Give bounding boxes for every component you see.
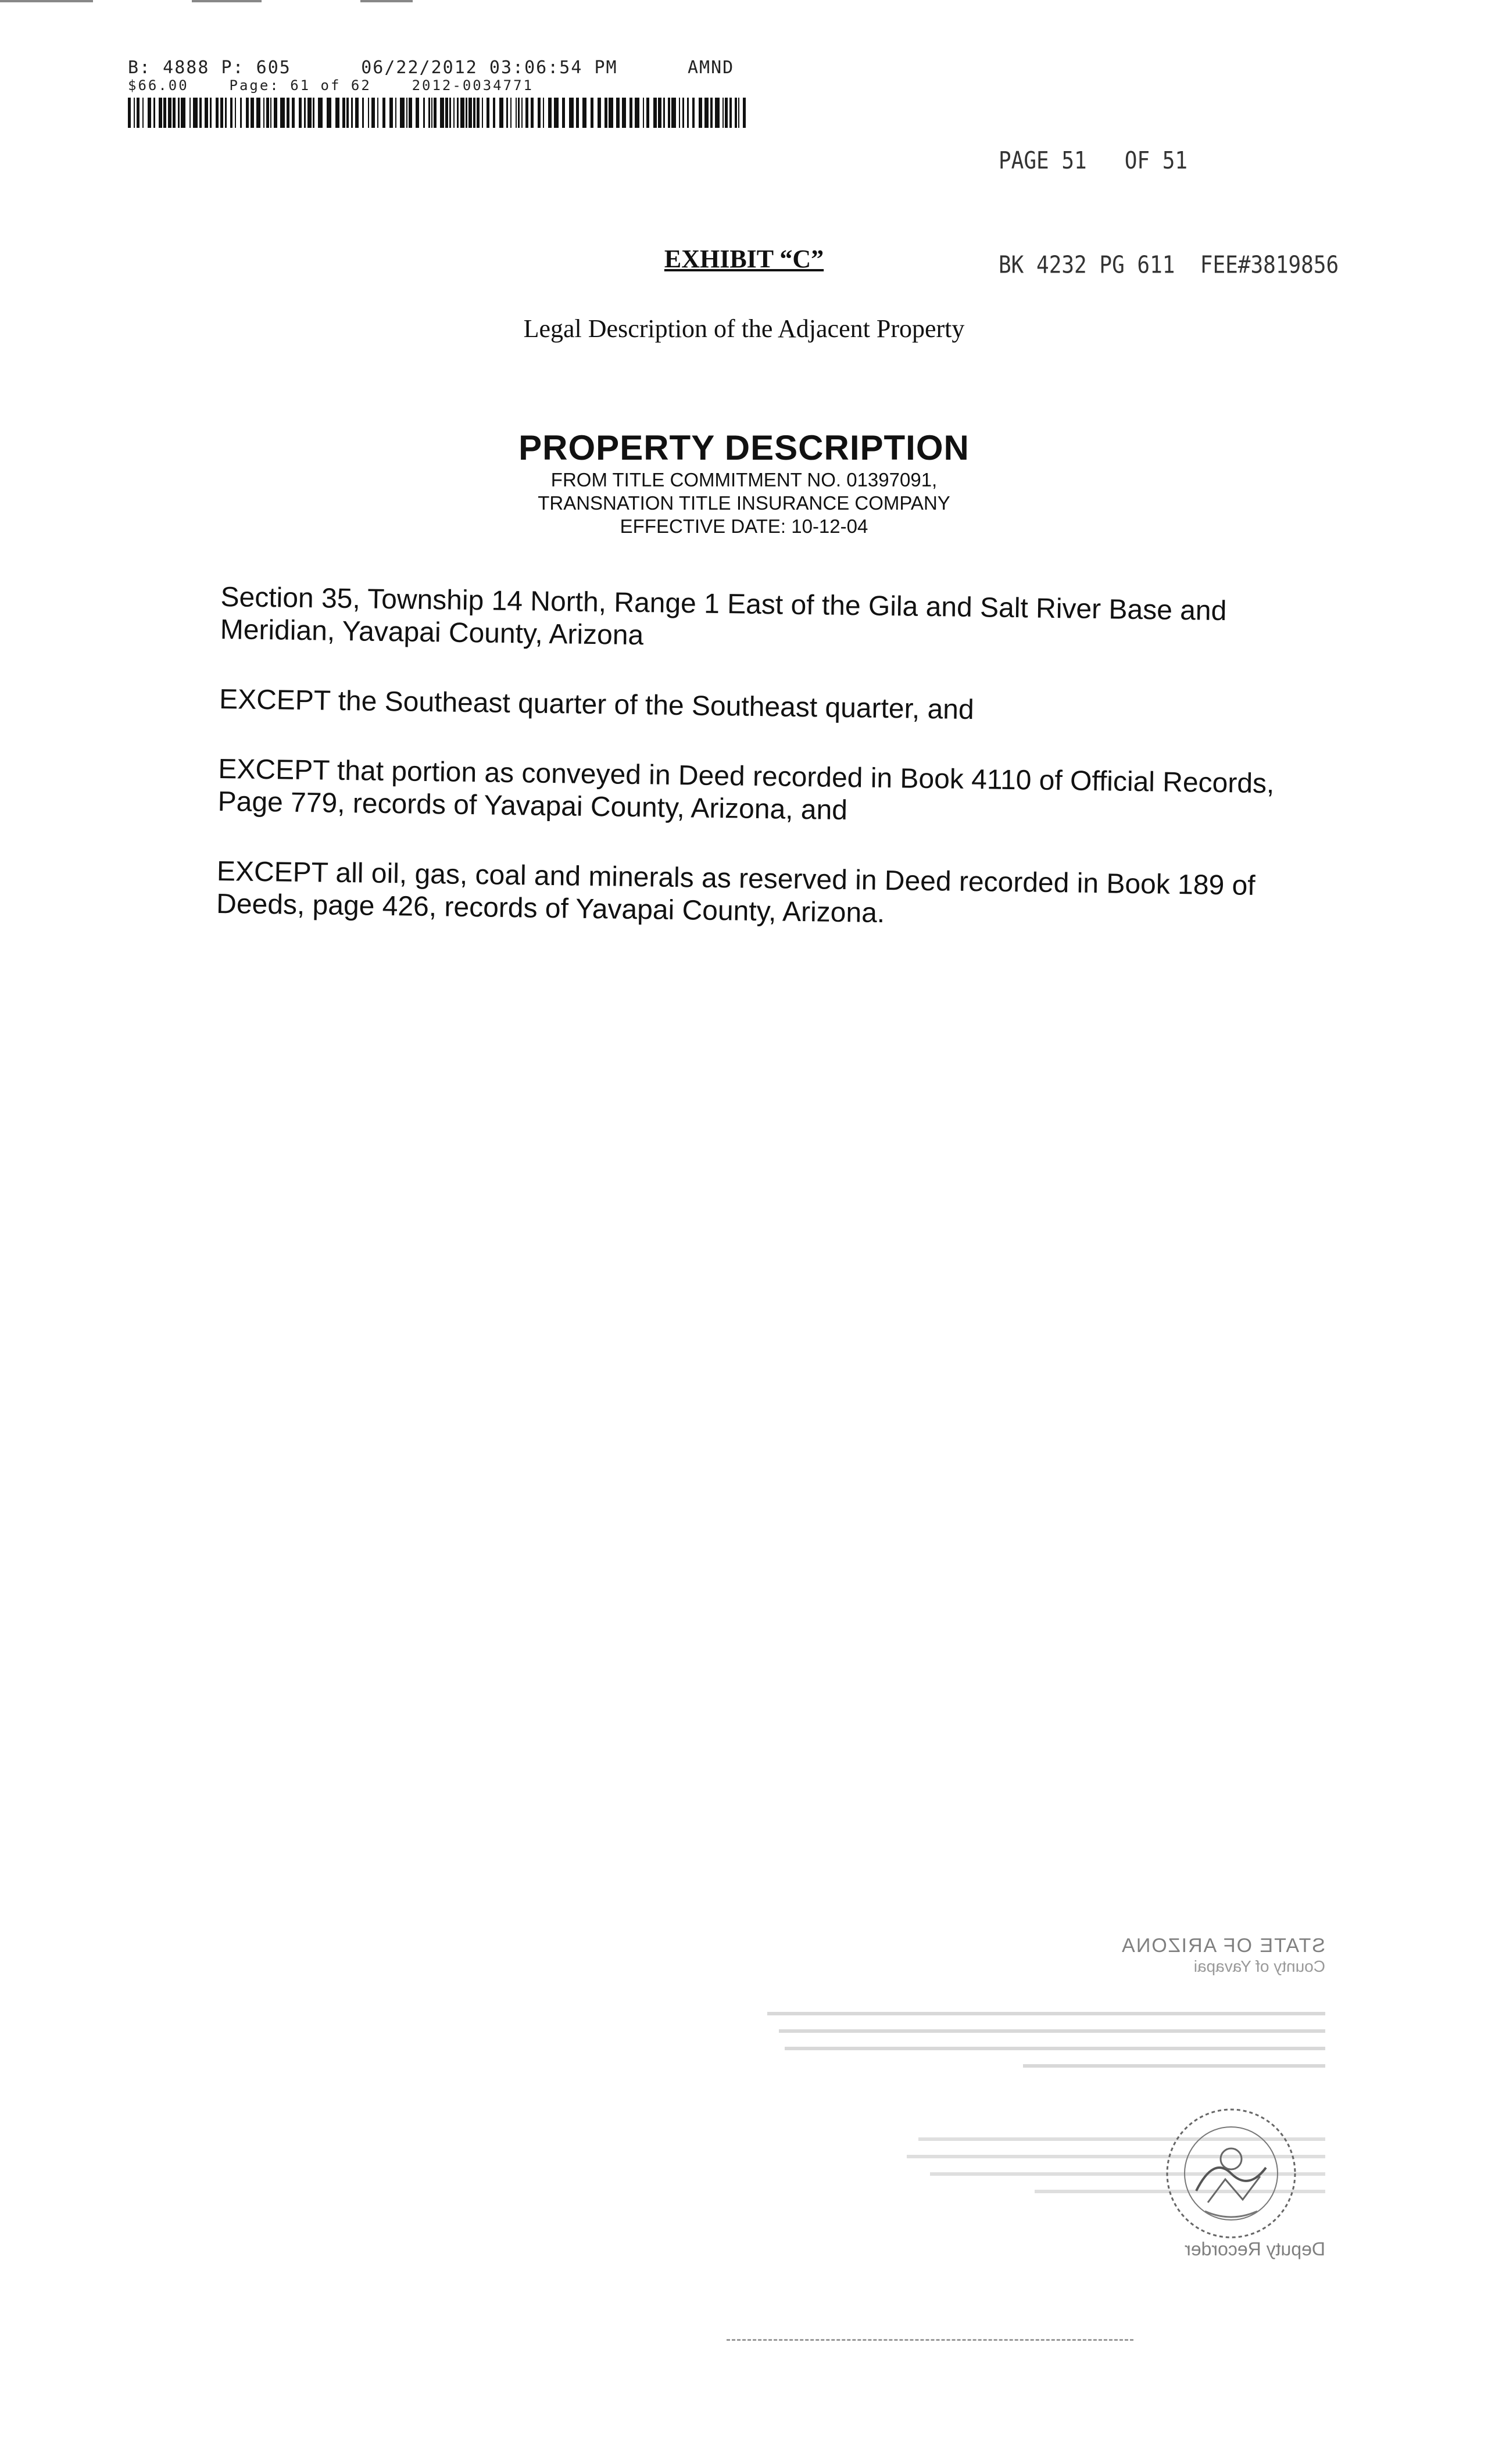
barcode-bar [525,98,528,128]
property-description-title: PROPERTY DESCRIPTION [518,428,970,467]
barcode-bar [246,98,249,128]
barcode-bar [738,98,739,128]
barcode-bar [653,98,657,128]
barcode-bar [518,98,520,128]
legal-paragraph: EXCEPT the Southeast quarter of the Southeast quarter, and [219,683,975,726]
barcode-bar [395,98,396,128]
barcode-bar [591,98,593,128]
barcode-bar [292,98,295,128]
barcode-bar [643,98,644,128]
barcode-bar [346,98,349,128]
barcode-bar [468,98,472,128]
legal-paragraph: EXCEPT all oil, gas, coal and minerals as reserved in Deed recorded in Book 189 of Deeds, page 426, records of Yavapai County, Arizona. [216,855,1256,929]
barcode-bar [449,98,451,128]
barcode-bar [699,98,702,128]
barcode-bar [445,98,448,128]
insurer-line: TRANSNATION TITLE INSURANCE COMPANY [538,492,950,514]
barcode-bar [134,98,135,128]
barcode-bar [569,98,574,128]
barcode-bar [382,98,385,128]
barcode-bar [299,98,302,128]
barcode-bar [704,98,709,128]
barcode-bar [163,98,166,128]
barcode-bar [521,98,523,128]
barcode-bar [434,98,437,128]
barcode-bar [646,98,649,128]
legal-description-body [216,581,1290,973]
barcode-bar [735,98,737,128]
barcode-bar [205,98,208,128]
barcode-bar [274,98,277,128]
barcode-bar [263,98,264,128]
barcode [128,98,750,128]
barcode-bar [629,98,632,128]
barcode-bar [406,98,407,128]
barcode-bar [142,98,144,128]
barcode-bar [423,98,425,128]
barcode-bar [668,98,670,128]
barcode-bar [722,98,724,128]
signature-label: Deputy Recorder [1185,2239,1325,2259]
barcode-bar [692,98,695,128]
barcode-bar [168,98,171,128]
barcode-bar [743,98,746,128]
barcode-bar [210,98,212,128]
barcode-bar [658,98,661,128]
barcode-bar [582,98,586,128]
barcode-bar [687,98,689,128]
barcode-bar [251,98,254,128]
barcode-bar [193,98,198,128]
barcode-bar [287,98,289,128]
barcode-bar [409,98,412,128]
scan-edge-rule [0,0,93,2]
barcode-bar [440,98,444,128]
recording-info-line: B: 4888 P: 605 06/22/2012 03:06:54 PM AMND [128,58,735,78]
exhibit-title: EXHIBIT “C” [664,245,824,273]
barcode-bar [235,98,236,128]
barcode-bar [428,98,430,128]
barcode-bar [510,98,512,128]
barcode-bar [153,98,155,128]
book-page-stamp [999,74,1339,352]
barcode-bar [554,98,559,128]
barcode-bar [304,98,306,128]
barcode-bar [128,98,131,128]
barcode-bar [543,98,544,128]
barcode-bar [327,98,331,128]
barcode-bar [506,98,508,128]
page-count-line: PAGE 51 OF 51 [999,147,1188,175]
barcode-bar [377,98,378,128]
barcode-bar [548,98,552,128]
barcode-bar [616,98,620,128]
barcode-bar [189,98,191,128]
barcode-bar [400,98,405,128]
barcode-bar [368,98,369,128]
barcode-bar [199,98,202,128]
barcode-bar [389,98,393,128]
barcode-bar [178,98,180,128]
barcode-bar [216,98,219,128]
barcode-bar [538,98,541,128]
barcode-bar [256,98,260,128]
barcode-bar [562,98,565,128]
scan-edge-rule [360,0,413,2]
certification-county: County of Yavapai [1193,1957,1325,1975]
barcode-bar [516,98,517,128]
certification-heading: STATE OF ARIZONA [1121,1935,1325,1957]
barcode-bar [473,98,475,128]
barcode-bar [230,98,233,128]
barcode-bar [482,98,483,128]
barcode-bar [318,98,323,128]
barcode-bar [220,98,223,128]
barcode-bar [457,98,459,128]
exhibit-subtitle: Legal Description of the Adjacent Property [523,314,965,343]
barcode-bar [598,98,601,128]
recording-fee-line: $66.00 Page: 61 of 62 2012-0034771 [128,77,534,94]
effective-date-line: EFFECTIVE DATE: 10-12-04 [620,515,868,537]
barcode-bar [671,98,676,128]
barcode-bar [137,98,140,128]
legal-paragraph: Section 35, Township 14 North, Range 1 East of the Gila and Salt River Base and Meridian, Yavapai County, Arizona [220,581,1227,651]
recorder-certification [715,1935,1325,2377]
scan-edge-rule [192,0,262,2]
barcode-bar [313,98,314,128]
barcode-bar [679,98,680,128]
barcode-bar [181,98,185,128]
barcode-bar [416,98,419,128]
barcode-bar [487,98,489,128]
county-seal-icon [1161,2104,1301,2243]
book-page-fee-line: BK 4232 PG 611 FEE#3819856 [999,251,1339,279]
barcode-bar [725,98,728,128]
barcode-bar [240,98,242,128]
legal-paragraph: EXCEPT that portion as conveyed in Deed recorded in Book 4110 of Official Records, Page 779, records of Yavapai County, Arizona, and [217,753,1275,826]
barcode-bar [477,98,480,128]
recording-stamp [128,58,750,128]
barcode-bar [371,98,375,128]
barcode-bar [710,98,713,128]
barcode-bar [159,98,162,128]
barcode-bar [635,98,639,128]
barcode-bar [307,98,312,128]
barcode-bar [609,98,613,128]
barcode-bar [622,98,626,128]
barcode-bar [148,98,151,128]
barcode-bar [493,98,495,128]
barcode-bar [342,98,345,128]
barcode-bar [460,98,464,128]
barcode-bar [266,98,269,128]
barcode-bar [225,98,227,128]
barcode-bar [604,98,607,128]
barcode-bar [270,98,271,128]
barcode-bar [576,98,579,128]
signature-line [727,2339,1133,2341]
barcode-bar [453,98,455,128]
barcode-bar [335,98,339,128]
barcode-bar [663,98,665,128]
barcode-bar [431,98,432,128]
barcode-bar [682,98,684,128]
barcode-bar [280,98,285,128]
barcode-bar [362,98,364,128]
barcode-bar [351,98,353,128]
barcode-bar [499,98,503,128]
barcode-bar [715,98,720,128]
barcode-bar [355,98,359,128]
barcode-bar [531,98,534,128]
barcode-bar [466,98,467,128]
barcode-bar [729,98,732,128]
barcode-bar [173,98,176,128]
title-commitment-line: FROM TITLE COMMITMENT NO. 01397091, [550,469,938,490]
